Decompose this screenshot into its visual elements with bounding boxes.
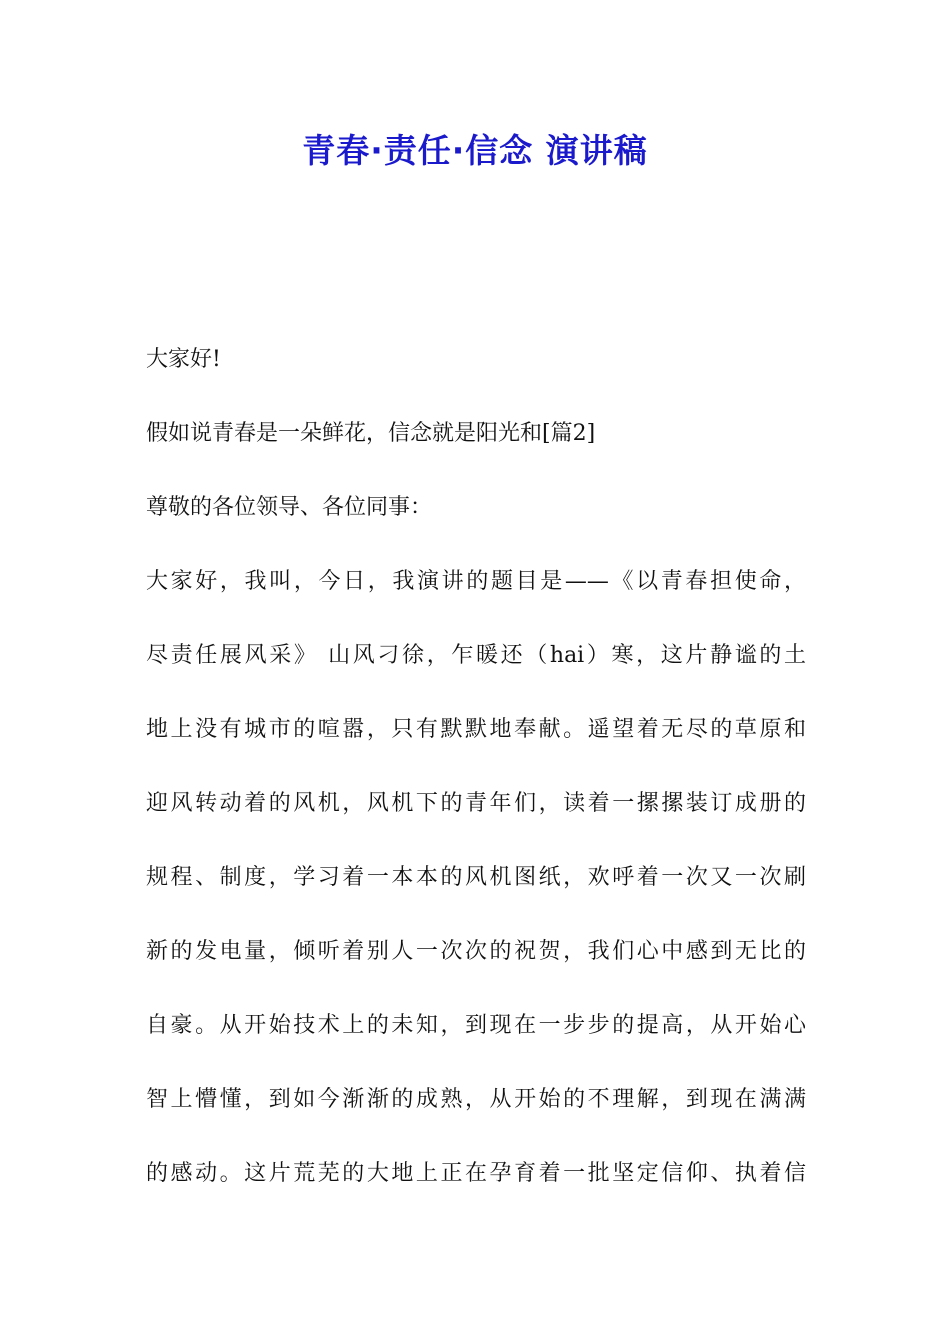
paragraph-line: 大家好!: [146, 347, 221, 372]
paragraph-line: 尽责任展风采》 山风刁徐，乍暖还（hai）寒，这片静谧的土: [146, 643, 806, 668]
document-body: [146, 338, 806, 1226]
paragraph-line: 的感动。这片荒芜的大地上正在孕育着一批坚定信仰、执着信: [146, 1161, 806, 1186]
paragraph-line: 尊敬的各位领导、各位同事：: [146, 495, 433, 520]
paragraph-line: 假如说青春是一朵鲜花，信念就是阳光和[篇2]: [146, 421, 596, 446]
paragraph-line: 新的发电量，倾听着别人一次次的祝贺，我们心中感到无比的: [146, 939, 806, 964]
paragraph-line: 智上懵懂，到如今渐渐的成熟，从开始的不理解，到现在满满: [146, 1087, 806, 1112]
paragraph-line: 迎风转动着的风机，风机下的青年们，读着一摞摞装订成册的: [146, 791, 806, 816]
paragraph-line: 地上没有城市的喧嚣，只有默默地奉献。遥望着无尽的草原和: [146, 717, 806, 742]
paragraph-line: 大家好，我叫，今日，我演讲的题目是——《以青春担使命，: [146, 569, 806, 594]
paragraph-line: 自豪。从开始技术上的未知，到现在一步步的提高，从开始心: [146, 1013, 806, 1038]
document-title: 青春·责任·信念 演讲稿: [302, 131, 648, 170]
paragraph-line: 规程、制度，学习着一本本的风机图纸，欢呼着一次又一次刷: [146, 865, 806, 890]
